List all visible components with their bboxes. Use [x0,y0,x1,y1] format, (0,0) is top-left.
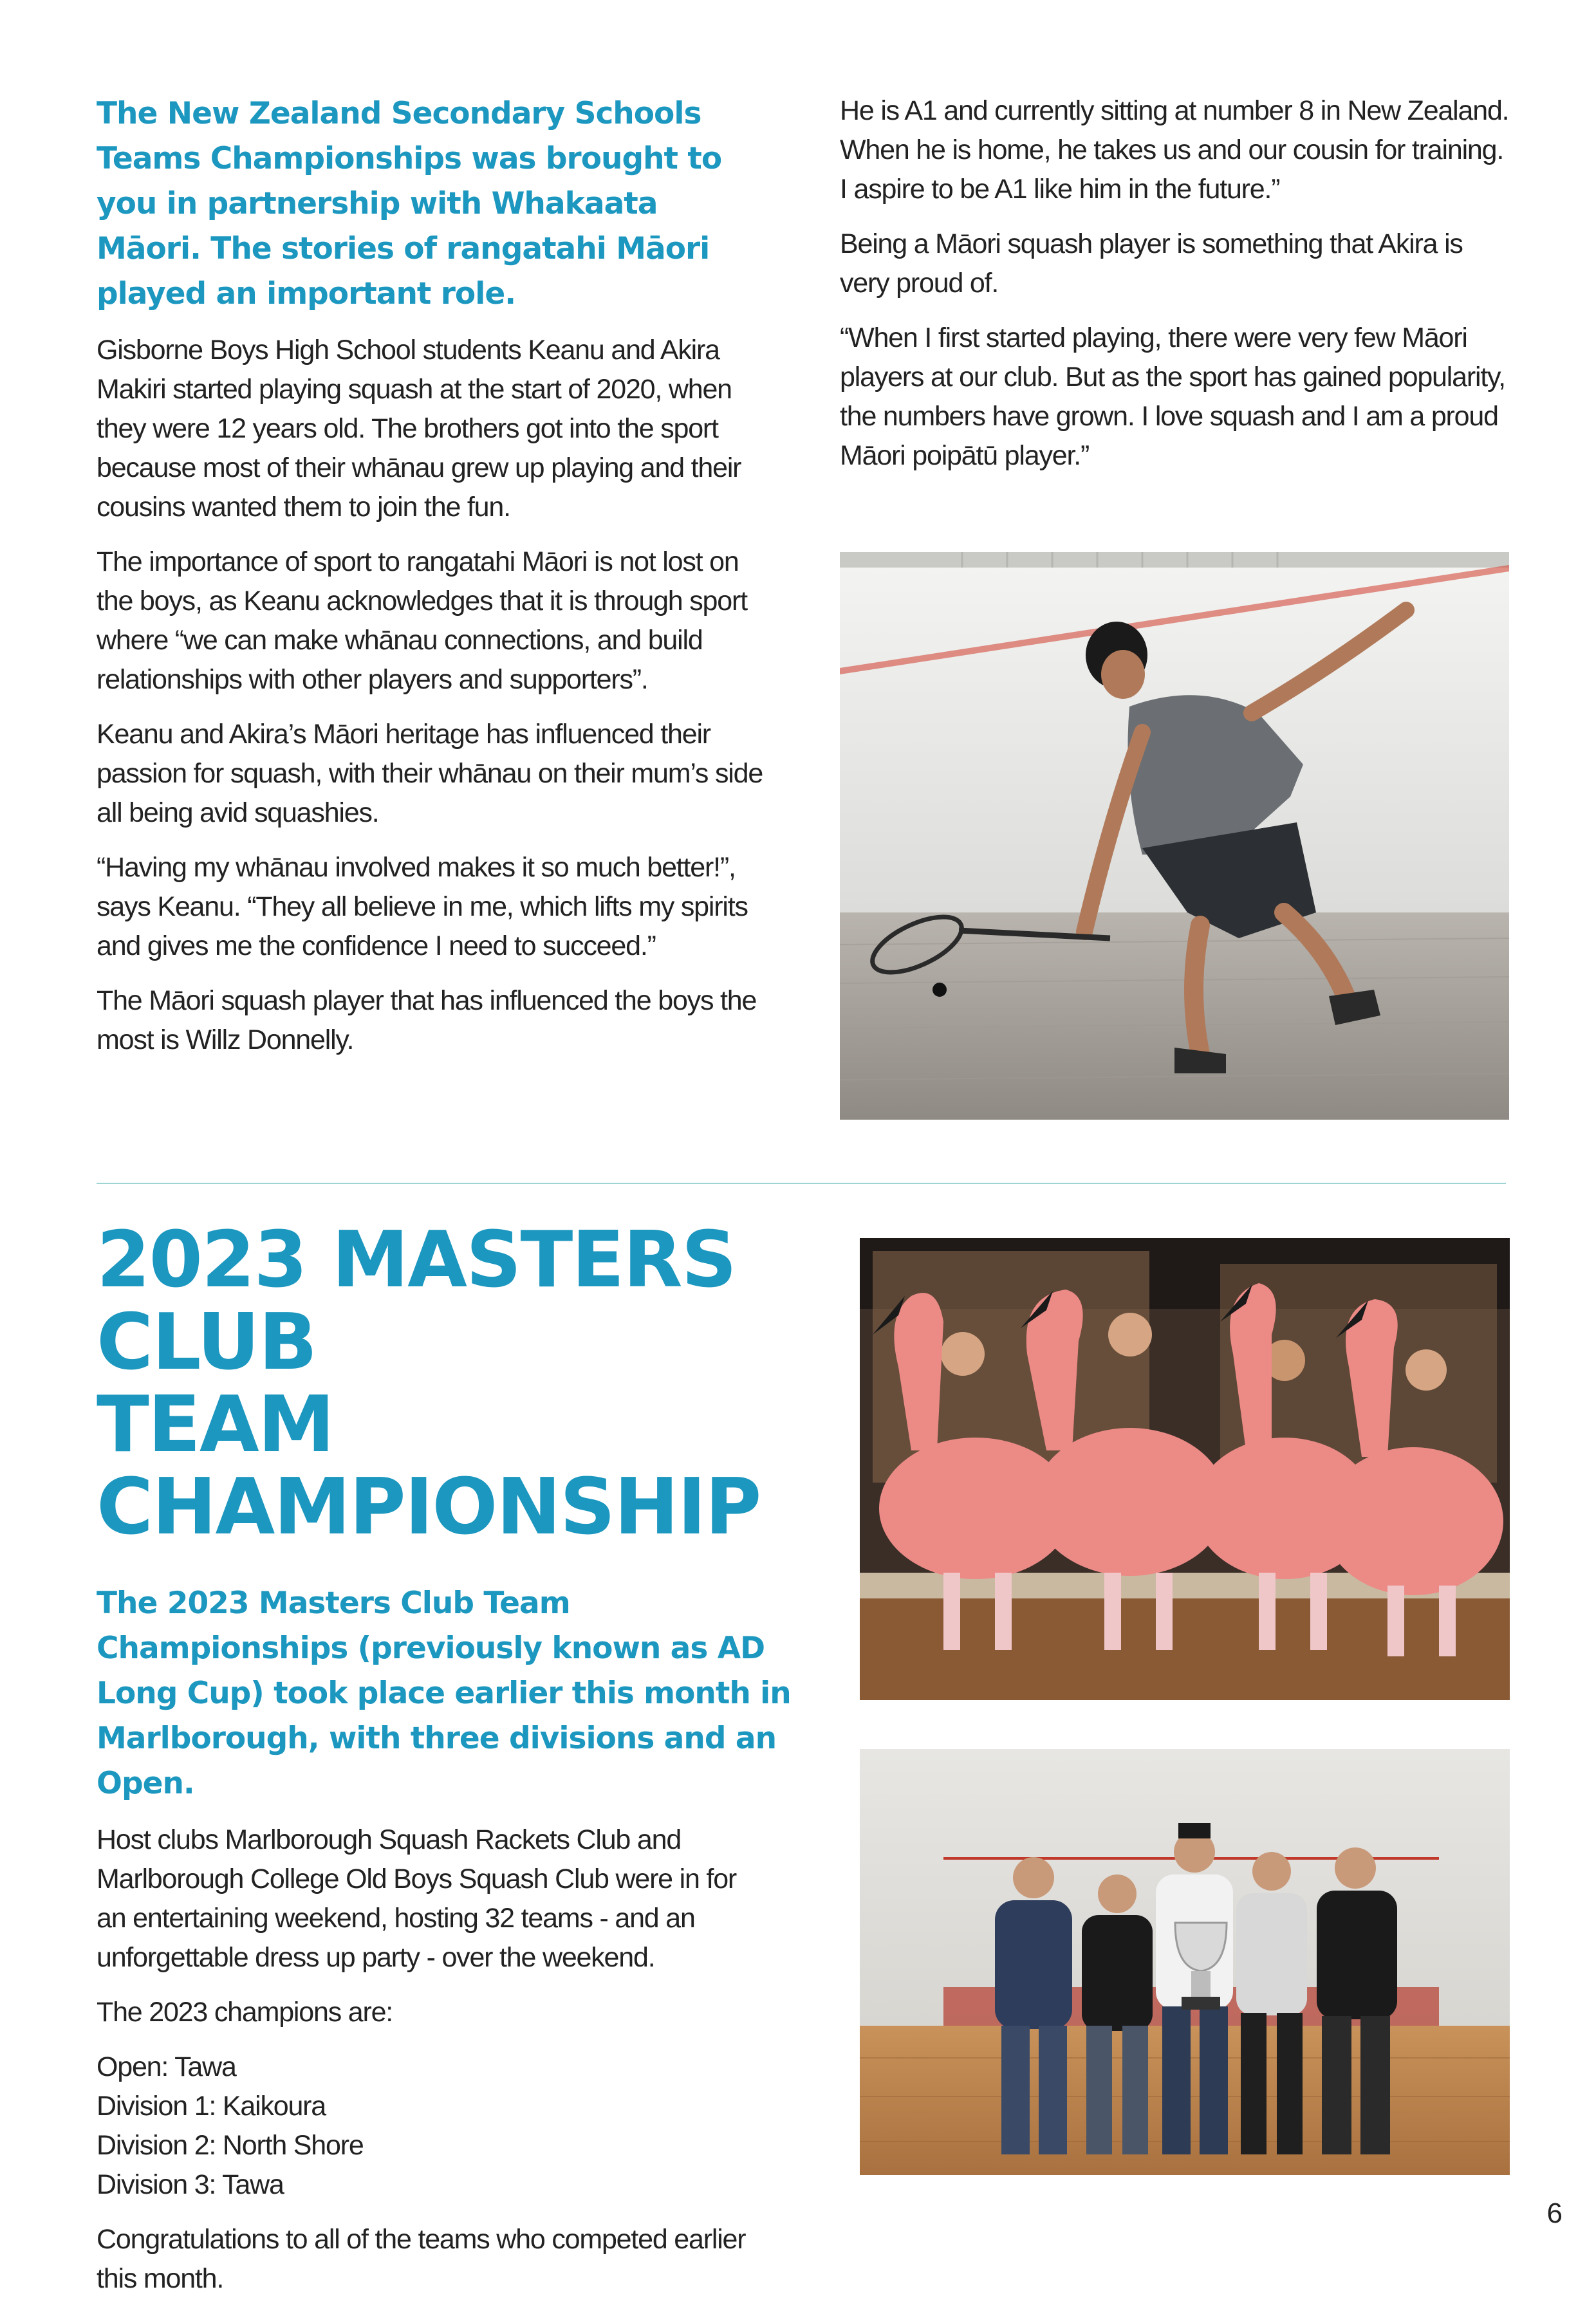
paragraph: “Having my whānau involved makes it so much better!”, says Keanu. “They all believe in me, which lifts my spirits and gives me the confidence I need to succeed.” [97,852,748,961]
paragraph: Congratulations to all of the teams who competed earlier this month. [97,2224,746,2294]
paragraph: Gisborne Boys High School students Keanu and Akira Makiri started playing squash at the start of 2020, when they were 12 years old. The brothers got into the sport because most of their whānau grew up playing and their cousins wanted them to join the fun. [97,335,741,523]
paragraph: “When I first started playing, there were very few Māori players at our club. But as the sport has gained popularity, the numbers have grown. I love squash and I am a proud Māori poipātū player.” [840,322,1505,471]
list-item: Division 1: Kaikoura [97,2091,326,2122]
list-item: Division 3: Tawa [97,2169,284,2200]
paragraph: Being a Māori squash player is something that Akira is very proud of. [840,228,1463,299]
team-trophy-photo [860,1749,1510,2175]
list-item: Division 2: North Shore [97,2130,364,2161]
title-line: TEAM CHAMPIONSHIP [97,1380,761,1552]
list-item: Open: Tawa [97,2051,236,2082]
paragraph: Keanu and Akira’s Māori heritage has influenced their passion for squash, with their whānau on their mum’s side all being avid squashies. [97,719,763,828]
article-left-column [97,91,769,1075]
section-lead: The New Zealand Secondary Schools Teams Championships was brought to you in partnership with Whakaata Māori. The stories of rangatahi Māori played an important role. [97,96,722,311]
article-right-column [840,91,1509,491]
paragraph: The Māori squash player that has influenced the boys the most is Willz Donnelly. [97,985,757,1055]
section-lead: The 2023 Masters Club Team Championships (previously known as AD Long Cup) took place earlier this month in Marlborough, with three divisions and an Open. [97,1586,791,1801]
paragraph: He is A1 and currently sitting at number 8 in New Zealand. When he is home, he takes us and our cousin for training. I aspire to be A1 like him in the future.” [840,95,1509,205]
section-title [97,1216,843,1552]
paragraph: The importance of sport to rangatahi Māori is not lost on the boys, as Keanu acknowledges that it is through sport where “we can make whānau connections, and build relationships with other players and supporters”. [97,546,747,695]
champions-list [97,2048,843,2205]
champions-heading: The 2023 champions are: [97,1997,393,2028]
section-divider [97,1183,1506,1184]
masters-article [97,1216,843,2314]
paragraph: Host clubs Marlborough Squash Rackets Club and Marlborough College Old Boys Squash Club were in for an entertaining weekend, hosting 32 teams - and an unforgettable dress up party - over the weekend. [97,1824,737,1973]
title-line: 2023 MASTERS CLUB [97,1216,736,1387]
flamingo-costume-photo [860,1238,1510,1700]
squash-player-photo [840,552,1509,1120]
page-number: 6 [1546,2198,1563,2229]
